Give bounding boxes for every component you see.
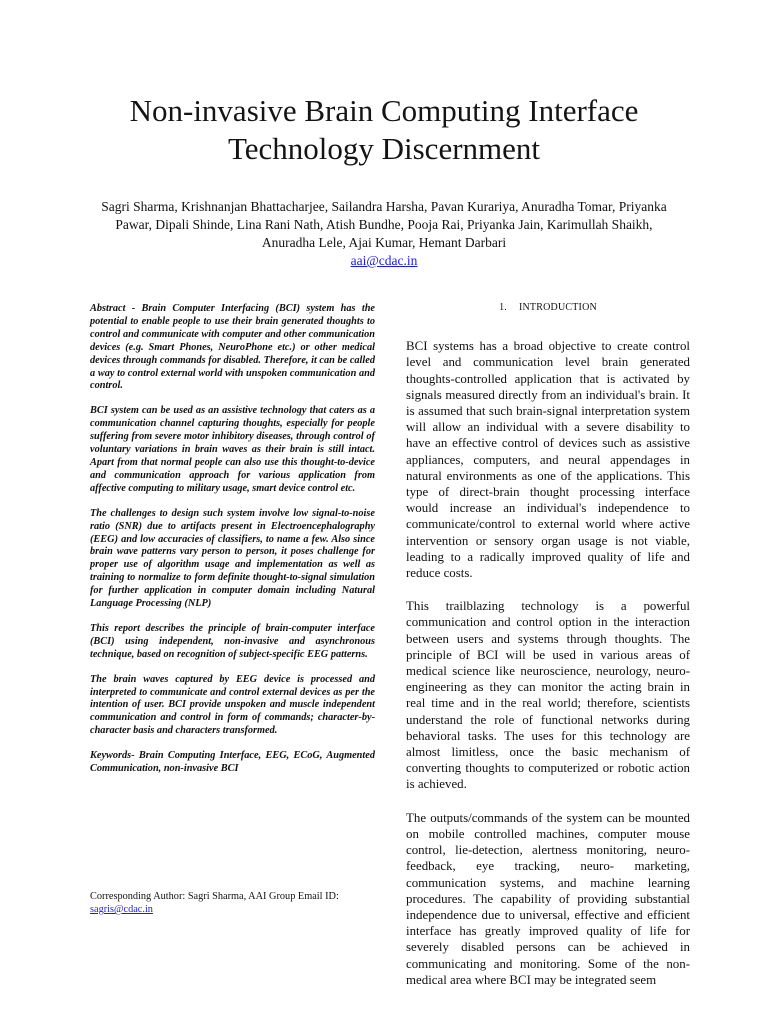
abstract-paragraph: The brain waves captured by EEG device is processed and interpreted to communicate and control external devices as per the intention of user. BCI provide unspoken and muscle independent communication and control in form of commands; character-by-character basis and characters transformed.: [90, 673, 375, 737]
title-line-1: Non-invasive Brain Computing Interface: [129, 93, 639, 128]
author-list: [80, 198, 688, 270]
abstract-paragraph: Abstract - Brain Computer Interfacing (BCI) system has the potential to enable people to use their brain generated thoughts to control and communicate with computer and other communication devices (e.g. Smart Phones, NeuroPhone etc.) or other medical devices through commands for disabled. Therefore, it can be called a way to control external world with unspoken communication and control.: [90, 303, 375, 392]
keywords: Keywords- Brain Computing Interface, EEG, ECoG, Augmented Communication, non-invasive BCI: [90, 750, 375, 775]
abstract-paragraph: BCI system can be used as an assistive technology that caters as a communication channel capturing thoughts, especially for people suffering from severe motor inhibitory diseases, through control of voluntary variations in brain waves as their brain is still intact. Apart from that normal people can also use this thought-to-device and communication approach for various application from affective computing to military usage, smart device control etc.: [90, 405, 375, 494]
section-number: 1.: [499, 302, 507, 313]
authors-line-3: Anuradha Lele, Ajai Kumar, Hemant Darbari: [261, 235, 507, 250]
introduction-column: [406, 300, 690, 1005]
section-heading-rest: NTRODUCTION: [522, 302, 597, 313]
abstract-paragraph: The challenges to design such system involve low signal-to-noise ratio (SNR) due to artifacts present in Electroencephalography (EEG) and low accuracies of classifiers, to name a few. Also since brain wave patterns vary person to person, it poses challenge for proper use of algorithm usage and implementation as well as training to normalize to form definite thought-to-signal simulation for further application in computer domain including Natural Language Processing (NLP): [90, 507, 375, 610]
section-heading-introduction: [406, 300, 690, 316]
paper-title: [0, 92, 768, 168]
intro-paragraph: BCI systems has a broad objective to create control level and communication level brain generated thoughts-controlled application that is activated by signals measured directly from an individual's brain. It is assumed that such brain-signal interpretation system will allow an individual with a severe disability to have an effective control of devices such as assistive appliances, computers, and neural appendages in natural environments as one of the applications. This type of direct-brain thought processing interface would increase an individual's independence to communicate/control to external world where active intervention or sensory organ usage is not viable, leading to a radically improved quality of life and reduce costs.: [406, 339, 690, 581]
authors-line-1: Sagri Sharma, Krishnanjan Bhattacharjee, Sailandra Harsha, Pavan Kurariya, Anuradha Tomar, Priyanka: [101, 199, 667, 214]
title-line-2: Technology Discernment: [227, 131, 541, 166]
corresponding-author-note: [90, 890, 375, 916]
intro-paragraph: The outputs/commands of the system can be mounted on mobile controlled machines, computer mouse control, lie-detection, alertness monitoring, neuro-feedback, eye tracking, neuro- marketing, communication systems, and machine learning procedures. The capability of providing substantial independence due to universal, effective and efficient interface has greatly improved quality of life for severely disabled persons can be achieved in communicating and monitoring. Some of the non-medical area where BCI may be integrated seem: [406, 810, 690, 987]
contact-email-link[interactable]: aai@cdac.in: [350, 253, 418, 268]
authors-line-2: Pawar, Dipali Shinde, Lina Rani Nath, Atish Bundhe, Pooja Rai, Priyanka Jain, Karimullah Shaikh,: [115, 217, 653, 232]
intro-paragraph: This trailblazing technology is a powerful communication and control option in the interaction between users and systems through thoughts. The principle of BCI will be used in various areas of medical science like neuroscience, neurology, neuro-engineering as they can monitor the acting brain in real time and in the real world; therefore, scientists understand the role of functional networks during behavioral tasks. The uses for this technology are almost limitless, once the basic mechanism of converting thoughts to computerized or robotic action is achieved.: [406, 599, 690, 792]
abstract-column: [90, 303, 375, 788]
section-heading-initial: I: [518, 302, 523, 313]
abstract-paragraph: This report describes the principle of brain-computer interface (BCI) using independent, non-invasive and asynchronous technique, based on recognition of subject-specific EEG patterns.: [90, 622, 375, 660]
corresponding-email-link[interactable]: sagris@cdac.in: [90, 904, 153, 915]
corresponding-author-text: Corresponding Author: Sagri Sharma, AAI Group Email ID:: [90, 891, 339, 902]
